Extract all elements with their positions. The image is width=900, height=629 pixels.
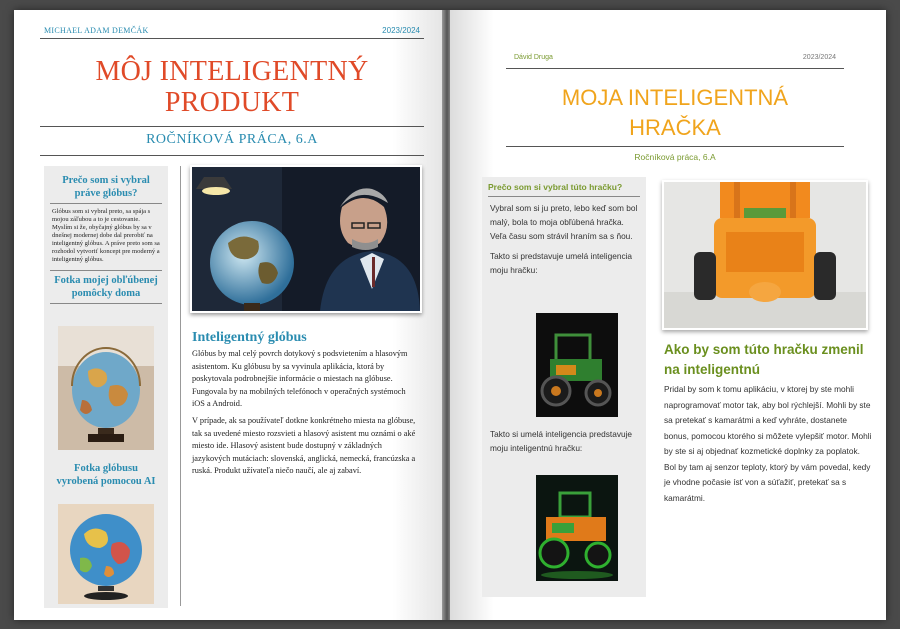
- paragraph: Glóbus by mal celý povrch dotykový s podsvietením a hlasovým asistentom. Ku glóbusu by sa vyvinula aplikácia, ktorá by poskytovala podrobnejšie informácie o miestach na glóbuse. Fungovala by na mobilných telefónoch v operačných systémoch iOS a Android.: [192, 349, 408, 409]
- sidebar-heading-why-toy: Prečo som si vybral túto hračku?: [488, 182, 623, 192]
- sidebar-text: Takto si umelá inteligencia predstavuje moju inteligentnú hračku:: [490, 429, 633, 453]
- right-title-line2: HRAČKA: [629, 115, 721, 140]
- right-subtitle: Ročníková práca, 6.A: [634, 152, 716, 162]
- left-author: MICHAEL ADAM DEMČÁK: [44, 26, 149, 35]
- orange-toy-photo: [662, 180, 868, 330]
- divider: [40, 126, 424, 127]
- sidebar-heading-line: pomôcky doma: [71, 288, 141, 299]
- divider: [506, 68, 844, 69]
- paragraph: V prípade, ak sa používateľ dotkne konkrétneho miesta na glóbuse, tak sa uvedené miesto rozsvieti a hlasový asistent mu oznámi o aké miesto ide. Hlasový asistent bude dostupný v základných jazykových mutáciach: slovenská, anglická, nemecká, francúzska a ruská. Produkt užívateľa niečo naučí, ale aj zabaví.: [192, 415, 416, 476]
- left-page: [14, 10, 444, 620]
- right-title: [506, 83, 844, 143]
- left-sidebar: [44, 166, 168, 608]
- home-globe-photo: [58, 326, 154, 450]
- ai-tractor-image-2: [536, 475, 618, 581]
- sidebar-heading-line: Prečo som si vybral: [62, 175, 150, 186]
- sidebar-text: Glóbus som si vybral preto, sa spája s mojou záľubou a to je cestovanie. Myslím si že, obyčajný glóbus by sa v dnešnej modernej dobe dal prerobiť na inteligentný glóbus. A práve preto som sa rozhodol vytvoriť koncept pre moderný a inteligentný glóbus.: [52, 208, 160, 263]
- right-title-line1: MOJA INTELIGENTNÁ: [561, 85, 789, 110]
- column-divider: [180, 166, 181, 606]
- sidebar-heading-photo: [50, 274, 162, 300]
- sidebar-heading-line: práve glóbus?: [74, 188, 138, 199]
- main-body-text: [192, 348, 420, 482]
- divider: [50, 203, 162, 204]
- main-heading-smart-globe: Inteligentný glóbus: [192, 330, 307, 345]
- sidebar-text: Vybral som si ju preto, lebo keď som bol malý, bola to moja obľúbená hračka. Veľa času som strávil hraním sa s ňou.: [490, 203, 638, 241]
- right-page: [450, 10, 886, 620]
- sidebar-text: Takto si predstavuje umelá inteligencia moju hračku:: [490, 251, 633, 275]
- left-title-line2: PRODUKT: [164, 87, 300, 118]
- divider: [50, 270, 162, 271]
- main-heading-smart-toy: Ako by som túto hračku zmenil na inteligentnú: [664, 342, 864, 377]
- left-title: [40, 56, 424, 118]
- right-year: 2023/2024: [802, 54, 836, 61]
- right-sidebar: [482, 177, 646, 597]
- ai-globe-photo: [58, 504, 154, 604]
- divider: [50, 303, 162, 304]
- sidebar-heading-line: Fotka mojej obľúbenej: [54, 275, 158, 286]
- divider: [40, 38, 424, 39]
- left-title-line1: MÔJ INTELIGENTNÝ: [95, 56, 369, 87]
- sidebar-heading-ai-globe: [50, 462, 162, 488]
- divider: [40, 155, 424, 156]
- left-year: 2023/2024: [382, 26, 420, 35]
- right-author: Dávid Druga: [514, 54, 553, 61]
- left-subtitle: ROČNÍKOVÁ PRÁCA, 6.A: [146, 132, 318, 147]
- sidebar-heading-line: vyrobená pomocou AI: [56, 476, 156, 487]
- sidebar-heading-line: Fotka glóbusu: [74, 463, 138, 474]
- man-with-globe-image: [190, 165, 422, 313]
- sidebar-heading-why-globe: [50, 174, 162, 200]
- main-body-text: Pridal by som k tomu aplikáciu, v ktorej by ste mohli naprogramovať motor tak, aby bol rýchlejší. Mohli by ste sa pretekať s kamarátmi a keď vyhráte, dostanete bonus, pomocou ktorého si môžete vylepšiť motor. Mohli by ste si aj objednať kozmetické doplnky za poplatok. Bol by tam aj senzor teploty, ktorý by vám povedal, kedy je vhodne počasie ísť von a súťažiť, pretekať sa s kamarátmi.: [664, 384, 872, 503]
- ai-tractor-image-1: [536, 313, 618, 417]
- divider: [506, 146, 844, 147]
- divider: [488, 196, 640, 197]
- open-book-spread: [14, 10, 886, 620]
